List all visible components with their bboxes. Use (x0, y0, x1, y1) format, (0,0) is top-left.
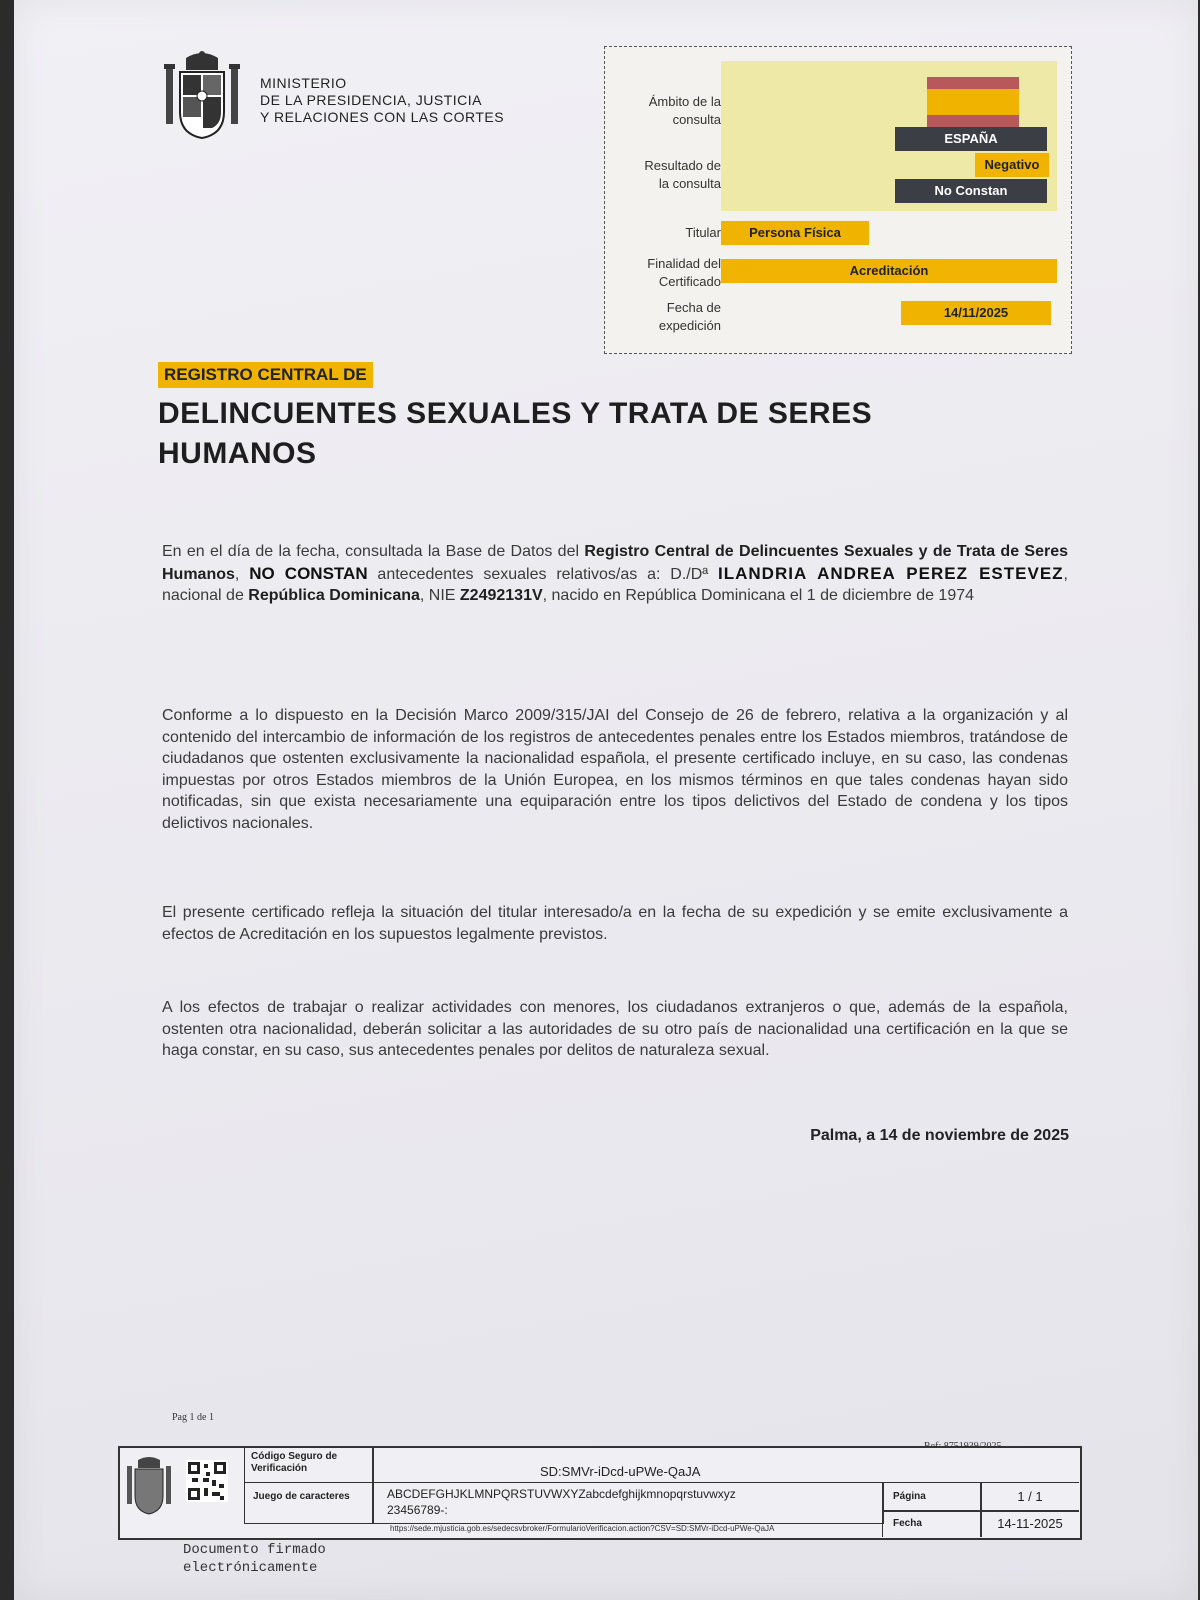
label-line: la consulta (658, 176, 721, 191)
charset-value (373, 1483, 883, 1521)
text-run: , (234, 565, 250, 583)
certificate-page (14, 0, 1198, 1600)
verification-url[interactable]: https://sede.mjusticia.gob.es/sedecsvbroker/FormularioVerificacion.action?CSV=SD:SMVr-iDcd-uPWe-QaJA (390, 1524, 775, 1533)
certificate-statement (162, 541, 1068, 607)
legal-paragraph-3: A los efectos de trabajar o realizar actividades con menores, los ciudadanos extranjeros o que, además de la española, ostenten otra nacionalidad, deberán solicitar a las autoridades de su otro país de nacionalidad una certificación en la que se haga constar, en su caso, sus antecedentes penales por delitos de naturaleza sexual. (162, 999, 1068, 1059)
nie-number: Z2492131V (459, 587, 543, 604)
fecha-label (659, 299, 721, 335)
csv-label: Código Seguro de Verificación (251, 1451, 338, 1474)
charset-line: ABCDEFGHJKLMNPQRSTUVWXYZabcdefghijkmnopqrstuvwxyz (387, 1487, 736, 1501)
spain-flag-icon (927, 77, 1019, 127)
legal-paragraph-2: El presente certificado refleja la situación del titular interesado/a en la fecha de su expedición y se emite exclusivamente a efectos de Acreditación en los supuestos legalmente previstos. (162, 904, 1068, 943)
signature-line: electrónicamente (183, 1560, 318, 1576)
electronic-signature-note (183, 1541, 326, 1577)
title-line: DELINCUENTES SEXUALES Y TRATA DE SERES (158, 397, 873, 430)
charset-label-cell (244, 1482, 374, 1524)
ministry-line: MINISTERIO (260, 75, 347, 91)
charset-value-cell (372, 1482, 884, 1524)
fecha-value-cell (980, 1510, 1079, 1537)
resultado-label (644, 157, 721, 193)
ambito-value: ESPAÑA (895, 127, 1047, 151)
ministry-line: DE LA PRESIDENCIA, JUSTICIA (260, 92, 482, 108)
nationality: República Dominicana (248, 587, 420, 604)
titular-value: Persona Física (721, 221, 869, 245)
coat-of-arms-small-icon (126, 1456, 172, 1516)
pagina-label-cell (882, 1482, 982, 1512)
signature-line: Documento firmado (183, 1542, 326, 1558)
csv-label-cell (244, 1448, 374, 1483)
resultado-value: Negativo (975, 153, 1049, 177)
ministry-name (260, 75, 504, 126)
text-run: , nacido en República Dominicana el 1 de diciembre de 1974 (542, 587, 975, 604)
finalidad-value: Acreditación (721, 259, 1057, 283)
fecha-value: 14/11/2025 (901, 301, 1051, 325)
title-line: HUMANOS (158, 437, 317, 470)
text-run: , NIE (419, 587, 460, 604)
registry-tag: REGISTRO CENTRAL DE (158, 362, 373, 388)
titular-label: Titular (685, 225, 721, 240)
text-run: antecedentes sexuales relativos/as a: D./Dª (367, 565, 719, 583)
qr-code-icon (186, 1460, 228, 1502)
finalidad-label (647, 255, 721, 291)
result-emphasis: NO CONSTAN (249, 563, 368, 583)
resultado-value-2: No Constan (895, 179, 1047, 203)
ministry-line: Y RELACIONES CON LAS CORTES (260, 109, 505, 125)
page-title (158, 394, 958, 474)
label-line: Resultado de (644, 158, 721, 173)
summary-box (604, 46, 1072, 354)
csv-value-cell (372, 1448, 1079, 1483)
charset-label: Juego de caracteres (253, 1491, 350, 1502)
legal-paragraph-1: Conforme a lo dispuesto en la Decisión Marco 2009/315/JAI del Consejo de 26 de febrero, relativa a la organización y al contenido del intercambio de información de los registros de antecedentes penales entre los Estados miembros, tratándose de ciudadanos que ostenten exclusivamente la nacionalidad española, el presente certificado incluye, en su caso, las condenas impuestas por otros Estados miembros de la Unión Europea, en los mismos términos en que tales condenas hayan sido notificadas, sin que exista necesariamente una equiparación entre los tipos delictivos del Estado de condena y los tipos delictivos nacionales. (162, 707, 1068, 832)
csv-value: SD:SMVr-iDcd-uPWe-QaJA (540, 1464, 701, 1479)
verification-box (118, 1446, 1082, 1540)
label-line: Certificado (658, 274, 721, 289)
text-run: En en el día de la fecha, consultada la Base de Datos del (162, 543, 585, 560)
charset-line: 23456789-: (387, 1503, 448, 1517)
coat-of-arms-icon (164, 50, 240, 142)
label-line: consulta (672, 112, 721, 127)
text-run: , nacional de (162, 565, 1068, 604)
fecha-label: Fecha (893, 1518, 922, 1529)
page-counter: Pag 1 de 1 (172, 1412, 214, 1423)
label-line: Fecha de (666, 300, 721, 315)
label-line: expedición (658, 318, 721, 333)
ambito-label (649, 93, 721, 129)
fecha-value: 14-11-2025 (997, 1516, 1063, 1531)
pagina-value-cell (980, 1482, 1079, 1512)
label-line: Ámbito de la (648, 94, 721, 109)
fecha-label-cell (882, 1510, 982, 1537)
pagina-value: 1 / 1 (1017, 1489, 1043, 1504)
holder-name: ILANDRIA ANDREA PEREZ ESTEVEZ (718, 563, 1064, 583)
pagina-label: Página (893, 1491, 926, 1502)
registry-name: Registro Central de Delincuentes Sexuales y de Trata de Seres Humanos (162, 543, 1069, 583)
label-line: Finalidad del (647, 256, 721, 271)
place-date: Palma, a 14 de noviembre de 2025 (810, 1127, 1069, 1144)
